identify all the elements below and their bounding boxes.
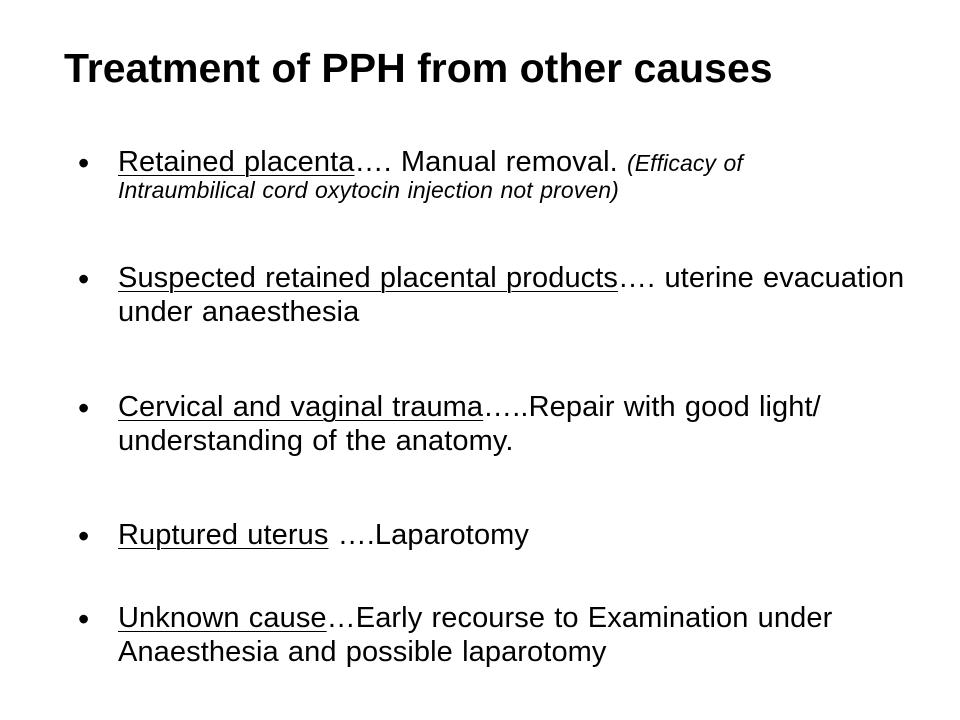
bullet-description: …. uterine evacuation under anaesthesia [118,262,905,328]
bullet-text [118,145,938,203]
bullet-text [118,390,938,458]
slide-title: Treatment of PPH from other causes [64,45,773,91]
bullet-text [118,601,938,669]
bullet-topic: Ruptured uterus [118,519,329,551]
bullet-note-end: Intraumbilical cord oxytocin injection not proven) [118,177,619,203]
bullet-topic: Suspected retained placental products [118,262,619,294]
bullet-description: Manual removal. [391,146,618,178]
bullet-dot-icon: • [78,261,90,297]
bullet-description: ….Laparotomy [328,519,530,551]
bullet-topic: Cervical and vaginal trauma [118,391,484,423]
bullet-text [118,261,938,329]
bullet-note-start: (Efficacy of [626,150,743,176]
bullet-topic: Retained placenta [118,146,355,178]
bullet-dot-icon: • [78,145,90,181]
bullet-dot-icon: • [78,518,90,554]
bullet-description: …Early recourse to Examination under Anaesthesia and possible laparotomy [118,602,833,668]
bullet-dot-icon: • [78,390,90,426]
bullet-text [118,518,938,552]
bullet-topic: Unknown cause [118,602,327,634]
bullet-separator: …. [354,146,392,178]
bullet-dot-icon: • [78,601,90,637]
bullet-description: …..Repair with good light/ understanding of the anatomy. [118,391,821,457]
